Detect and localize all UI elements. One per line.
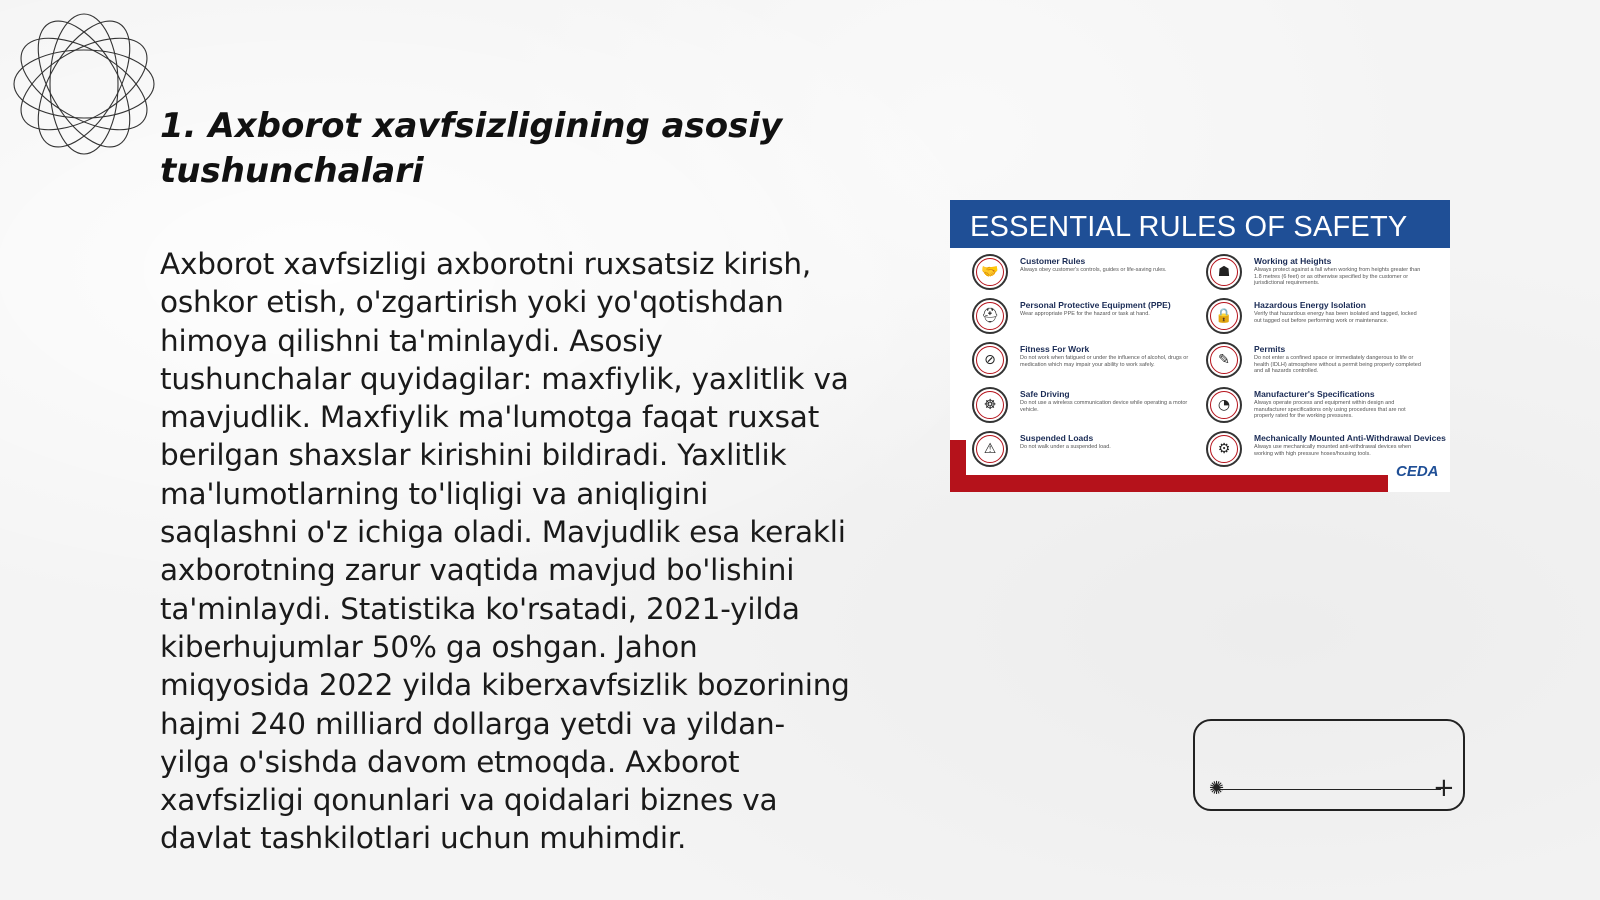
slide-title xyxy=(160,104,800,194)
helmet-icon: ⛑ xyxy=(972,298,1008,334)
poster-rule xyxy=(972,385,1200,429)
slide-title-line-2: tushunchalari xyxy=(160,151,424,191)
poster-rule-title: Hazardous Energy Isolation xyxy=(1254,300,1366,310)
poster-rule-desc: Do not work when fatigued or under the influence of alcohol, drugs or medication which may impair your ability to work safely. xyxy=(1020,355,1189,368)
safety-rules-poster-image xyxy=(950,200,1450,492)
no-alcohol-icon: ⊘ xyxy=(972,342,1008,378)
poster-rule xyxy=(972,252,1200,296)
slide-body-text: Axborot xavfsizligi axborotni ruxsatsiz kirish, oshkor etish, o'zgartirish yoki yo'qotishdan himoya qilishni ta'minlaydi. Asosiy tushunchalar quyidagilar: maxfiylik, yaxlitlik va mavjudlik. Maxfiylik ma'lumotga faqat ruxsat berilgan shaxslar kirishini bildiradi. Yaxlitlik ma'lumotlarning to'liqligi va aniqligini saqlashni o'z ichiga oladi. Mavjudlik esa kerakli axborotning zarur vaqtida mavjud bo'lishini ta'minlaydi. Statistika ko'rsatadi, 2021-yilda kiberhujumlar 50% ga oshgan. Jahon miqyosida 2022 yilda kiberxavfsizlik bozorining hajmi 240 milliard dollarga yetdi va yildan-yilga o'sishda davom etmoqda. Axborot xavfsizligi qonunlari va qoidalari biznes va davlat tashkilotlari uchun muhimdir. xyxy=(160,247,850,856)
poster-red-bar-bottom xyxy=(950,475,1388,492)
poster-rule-desc: Always obey customer's controls, guides or life-saving rules. xyxy=(1020,267,1167,273)
spirograph-logo-icon xyxy=(10,10,158,158)
poster-rule-title: Manufacturer's Specifications xyxy=(1254,389,1375,399)
poster-rule-title: Personal Protective Equipment (PPE) xyxy=(1020,300,1171,310)
crosshair-icon: + xyxy=(1433,773,1455,803)
poster-rule-desc: Always operate process and equipment within design and manufacturer specifications only using procedures that are not properly rated for the working pressures. xyxy=(1254,400,1406,419)
ceda-logo: CEDA xyxy=(1396,463,1439,480)
steering-wheel-icon: ☸ xyxy=(972,387,1008,423)
poster-rule-title: Safe Driving xyxy=(1020,389,1070,399)
poster-rule-desc: Do not walk under a suspended load. xyxy=(1020,444,1111,450)
poster-rule-desc: Do not enter a confined space or immediately dangerous to life or health (IDLH) atmosphere without a permit being properly completed and all hazards controlled. xyxy=(1254,355,1421,374)
poster-rule-desc: Always protect against a fall when working from heights greater than 1.8 metres (6 feet) or as otherwise specified by the customer or jurisdictional requirements. xyxy=(1254,267,1421,286)
poster-rule xyxy=(1206,252,1434,296)
lockout-tag-icon: 🔒 xyxy=(1206,298,1242,334)
hose-icon: ⚙ xyxy=(1206,431,1242,467)
poster-rule-title: Suspended Loads xyxy=(1020,433,1094,443)
crane-load-icon: ⚠ xyxy=(972,431,1008,467)
poster-rule xyxy=(1206,340,1434,384)
poster-rule xyxy=(1206,385,1434,429)
poster-header: ESSENTIAL RULES OF SAFETY xyxy=(950,200,1450,248)
gauge-icon: ◔ xyxy=(1206,387,1242,423)
poster-rule-title: Working at Heights xyxy=(1254,256,1332,266)
poster-rule-title: Mechanically Mounted Anti-Withdrawal Devices xyxy=(1254,433,1446,443)
poster-rule-desc: Verify that hazardous energy has been isolated and tagged, locked out tagged out before performing work or maintenance. xyxy=(1254,311,1417,324)
poster-rule xyxy=(1206,296,1434,340)
sparkle-icon: ✺ xyxy=(1209,778,1225,799)
slide-title-line-1: 1. Axborot xavfsizligining asosiy xyxy=(160,106,783,146)
poster-rule-title: Permits xyxy=(1254,344,1286,354)
poster-rule-desc: Do not use a wireless communication device while operating a motor vehicle. xyxy=(1020,400,1188,413)
poster-rule-title: Fitness For Work xyxy=(1020,344,1090,354)
slider-line xyxy=(1217,789,1441,790)
poster-rule-desc: Wear appropriate PPE for the hazard or task at hand. xyxy=(1020,311,1150,317)
poster-rule xyxy=(972,340,1200,384)
handshake-icon: 🤝 xyxy=(972,254,1008,290)
poster-rule-desc: Always use mechanically mounted anti-withdrawal devices when working with high pressure hoses/housing tools. xyxy=(1254,444,1412,457)
permit-icon: ✎ xyxy=(1206,342,1242,378)
poster-rule xyxy=(972,429,1200,473)
poster-rule-title: Customer Rules xyxy=(1020,256,1086,266)
ladder-icon: ☗ xyxy=(1206,254,1242,290)
poster-rule xyxy=(972,296,1200,340)
decorative-slider-frame xyxy=(1193,719,1465,811)
